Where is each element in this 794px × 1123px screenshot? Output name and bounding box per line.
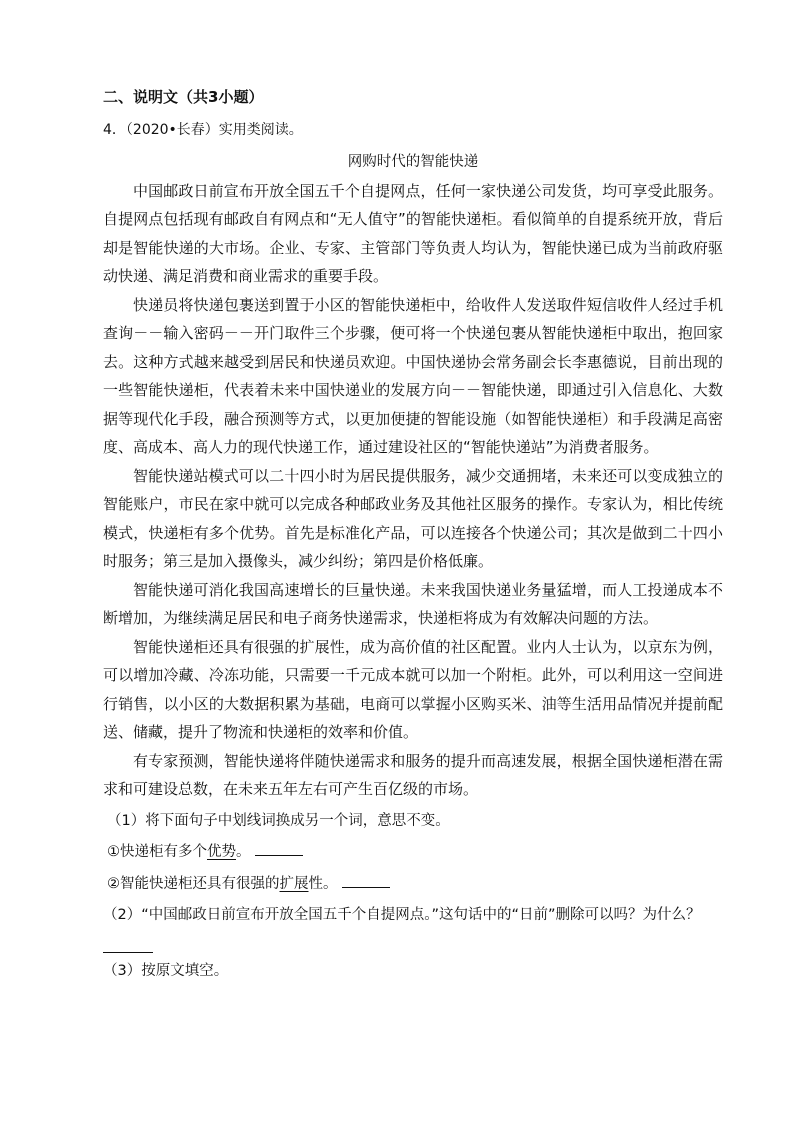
question-source-line: 4．（2020•长春）实用类阅读。 <box>103 121 303 138</box>
section-heading: 二、说明文（共3小题） <box>103 88 264 106</box>
answer-blank-3[interactable] <box>103 930 153 953</box>
article-title: 网购时代的智能快递 <box>347 154 479 170</box>
article-paragraph-6: 有专家预测，智能快递将伴随快递需求和服务的提升而高速发展，根据全国快递柜潜在需求和可建设总数，在未来五年左右可产生百亿级的市场。 <box>103 751 723 798</box>
article-paragraph-3: 智能快递站模式可以二十四小时为居民提供服务，减少交通拥堵，未来还可以变成独立的智能账户，市民在家中就可以完成各种邮政业务及其他社区服务的操作。专家认为，相比传统模式，快递柜有多个优势。首先是标准化产品，可以连接各个快递公司；其次是做到二十四小时服务；第三是加入摄像头，减少纠纷；第四是价格低廉。 <box>103 466 723 570</box>
article-paragraph-2: 快递员将快递包裹送到置于小区的智能快递柜中，给收件人发送取件短信收件人经过手机查询－－输入密码－－开门取件三个步骤，便可将一个快递包裹从智能快递柜中取出，抱回家去。这种方式越来越受到居民和快递员欢迎。中国快递协会常务副会长李惠德说，目前出现的一些智能快递柜，代表着未来中国快递业的发展方向－－智能快递，即通过引入信息化、大数据等现代化手段，融合预测等方式，以更加便捷的智能设施（如智能快递柜）和手段满足高密度、高成本、高人力的现代快递工作，通过建设社区的“智能快递站”为消费者服务。 <box>103 295 723 456</box>
answer-blank-2[interactable] <box>342 871 390 888</box>
item-1-underlined-word: 优势 <box>207 844 236 860</box>
item-2-text-before: ②智能快递柜还具有很强的 <box>107 875 280 892</box>
item-2-underlined-word: 扩展 <box>279 875 309 892</box>
item-2-text-after: 性。 <box>308 875 338 892</box>
document-content <box>103 83 723 985</box>
answer-blank-1[interactable] <box>255 839 303 856</box>
article-paragraph-5: 智能快递柜还具有很强的扩展性，成为高价值的社区配置。业内人士认为，以京东为例，可以增加冷藏、冷冻功能，只需要一千元成本就可以加一个附柜。此外，可以利用这一空间进行销售，以小区的大数据积累为基础，电商可以掌握小区购买米、油等生活用品情况并提前配送、储藏，提升了物流和快递柜的效率和价值。 <box>103 637 723 741</box>
subquestion-2-prompt: （2）“中国邮政日前宣布开放全国五千个自提网点。”这句话中的“日前”删除可以吗？为什么？ <box>103 907 701 923</box>
subquestion-3-prompt: （3）按原文填空。 <box>103 962 229 979</box>
article-paragraph-1: 中国邮政日前宣布开放全国五千个自提网点，任何一家快递公司发货，均可享受此服务。自提网点包括现有邮政自有网点和“无人值守”的智能快递柜。看似简单的自提系统开放，背后却是智能快递的大市场。企业、专家、主管部门等负责人均认为，智能快递已成为当前政府驱动快递、满足消费和商业需求的重要手段。 <box>103 181 723 285</box>
subquestion-1-prompt: （1）将下面句子中划线词换成另一个词，意思不变。 <box>107 812 450 829</box>
article-paragraph-4: 智能快递可消化我国高速增长的巨量快递。未来我国快递业务量猛增，而人工投递成本不断增加，为继续满足居民和电子商务快递需求，快递柜将成为有效解决问题的方法。 <box>103 580 723 627</box>
item-1-text-after: 。 <box>236 844 251 860</box>
subquestion-1-item-2 <box>103 870 723 899</box>
subquestion-1-item-1 <box>103 838 723 867</box>
item-1-text-before: ①快递柜有多个 <box>107 844 207 860</box>
